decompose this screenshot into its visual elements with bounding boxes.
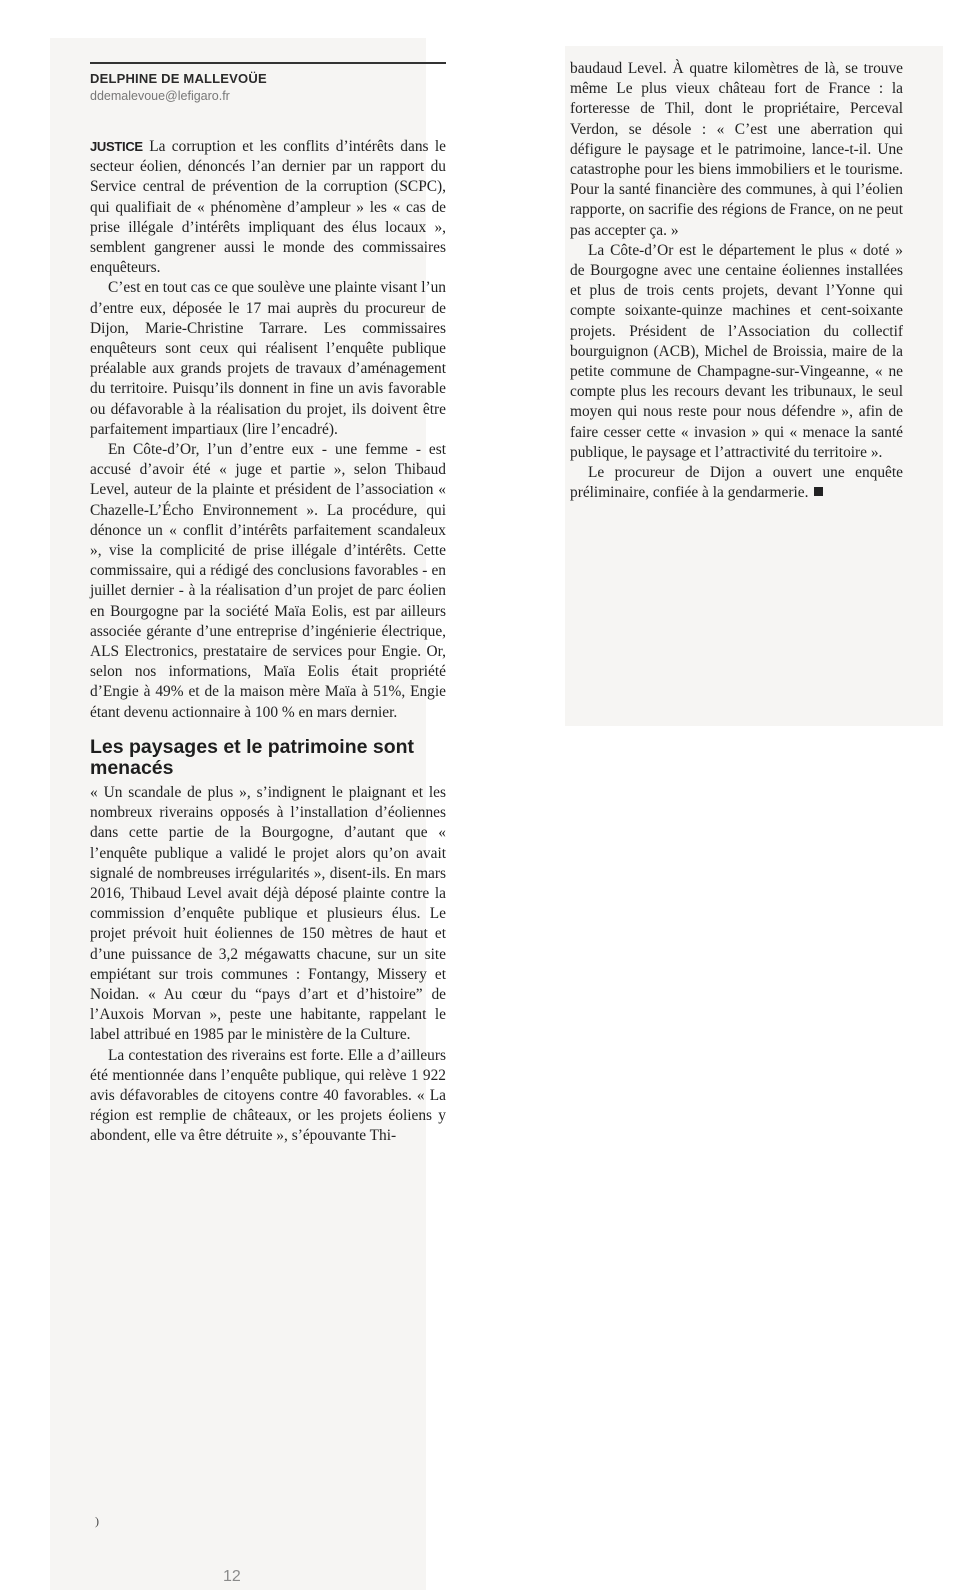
paragraph-7-text: Le procureur de Dijon a ouvert une enquête préliminaire, confiée à la gendarmerie.: [570, 464, 903, 502]
paragraph-5-part-2: baudaud Level. À quatre kilomètres de là, se trouve même Le plus vieux château fort de France : la forteresse de Thil, dont le propriétaire, Perceval Verdon, se désole : « C’est une aberration qui défigure le paysage et le patrimoine, lance-t-il. Une catastrophe pour les biens immobiliers et le tourisme. Pour la santé financière des communes, à qui l’éolien rapporte, on sacrifie des régions de France, on ne peut pas accepter ça. »: [570, 60, 903, 239]
byline-rule: [90, 62, 446, 64]
paragraph-4: « Un scandale de plus », s’indignent le plaignant et les nombreux riverains opposés à l’installation d’éoliennes dans cette partie de la Bourgogne, d’autant que « l’enquête publique a validé le projet alors qu’on avait signalé de nombreuses irrégularités », disent-ils. En mars 2016, Thibaud Level avait déjà déposé plainte contre la commission d’enquête publique et plusieurs élus. Le projet prévoit huit éoliennes de 150 mètres de haut et d’une puissance de 3,2 mégawatts chacune, sur un site empiétant sur trois communes : Fontangy, Missery et Noidan. « Au cœur du “pays d’art et d’histoire” de l’Auxois Morvan », peste une habitante, rappelant le label attribué en 1985 par le ministère de la Culture.: [90, 783, 446, 1044]
kicker: JUSTICE: [90, 139, 143, 154]
paragraph-3: En Côte-d’Or, l’un d’entre eux - une femme - est accusé d’avoir été « juge et partie », selon Thibaud Level, auteur de la plainte et président de l’association « Chazelle-L’Écho Environnement ». La procédure, qui dénonce un « conflit d’intérêts parfaitement scandaleux », vise la complicité de prise illégale d’intérêts. Cette commissaire, qui a rédigé des conclusions favorables - en juillet dernier - à la réalisation d’un projet de parc éolien en Bourgogne par la société Maïa Eolis, est par ailleurs associée gérante d’une entreprise d’ingénierie électrique, ALS Electronics, prestataire de services pour Engie. Or, selon nos informations, Maïa Eolis était propriété d’Engie à 49% et de la maison mère Maïa à 51%, Engie étant devenu actionnaire à 100 % en mars dernier.: [90, 441, 446, 721]
paragraph-1: [90, 137, 446, 278]
paragraph-2: C’est en tout cas ce que soulève une plainte visant l’un d’entre eux, déposée le 17 mai auprès du procureur de Dijon, Marie-Christine Tarrare. Les commissaires enquêteurs sont ceux qui réalisent l’enquête publique préalable aux grands projets de travaux d’aménagement du territoire. Puisqu’ils donnent in fine un avis favorable ou défavorable à la réalisation du projet, ils doivent être parfaitement impartiaux (lire l’encadré).: [90, 279, 446, 438]
byline-email: ddemalevoue@lefigaro.fr: [90, 89, 230, 103]
byline-name: DELPHINE DE MALLEVOÜE: [90, 71, 267, 86]
right-column-clip: [565, 46, 943, 726]
end-mark-icon: [814, 487, 823, 496]
paragraph-6: La Côte-d’Or est le département le plus « doté » de Bourgogne avec une centaine éoliennes installées et plus de trois cents projets, devant l’Yonne qui compte soixante-quinze machines et cent-soixante projets. Président de l’Association du collectif bourguignon (ACB), Michel de Broissia, maire de la petite commune de Champagne-sur-Vingeanne, « ne compte plus les recours devant les tribunaux, le seul moyen qui nous reste pour nous défendre », afin de faire cesser cette « invasion » qui « menace la santé publique, le paysage et l’attractivité du territoire ».: [570, 241, 903, 461]
left-column-text: [90, 137, 446, 1147]
paragraph-7: [570, 463, 903, 503]
right-column-text: [570, 59, 903, 503]
margin-mark: ): [95, 1514, 99, 1528]
page-number: 12: [223, 1568, 241, 1585]
left-column-clip: [50, 38, 446, 1590]
paragraph-1-text: La corruption et les conflits d’intérêts dans le secteur éolien, dénoncés l’an dernier par un rapport du Service central de prévention de la corruption (SCPC), qui qualifiait de « phénomène d’ampleur » les « cas de prise illégale d’intérêts impliquant des élus locaux », semblent gangrener aussi le monde des commissaires enquêteurs.: [90, 138, 446, 277]
subheading: Les paysages et le patrimoine sont menacés: [90, 735, 415, 779]
paragraph-5-part-1: La contestation des riverains est forte. Elle a d’ailleurs été mentionnée dans l’enquête publique, qui relève 1 922 avis défavorables de citoyens contre 40 favorables. « La région est remplie de châteaux, or les projets éoliens y abondent, elle va être détruite », s’épouvante Thi-: [90, 1046, 446, 1145]
